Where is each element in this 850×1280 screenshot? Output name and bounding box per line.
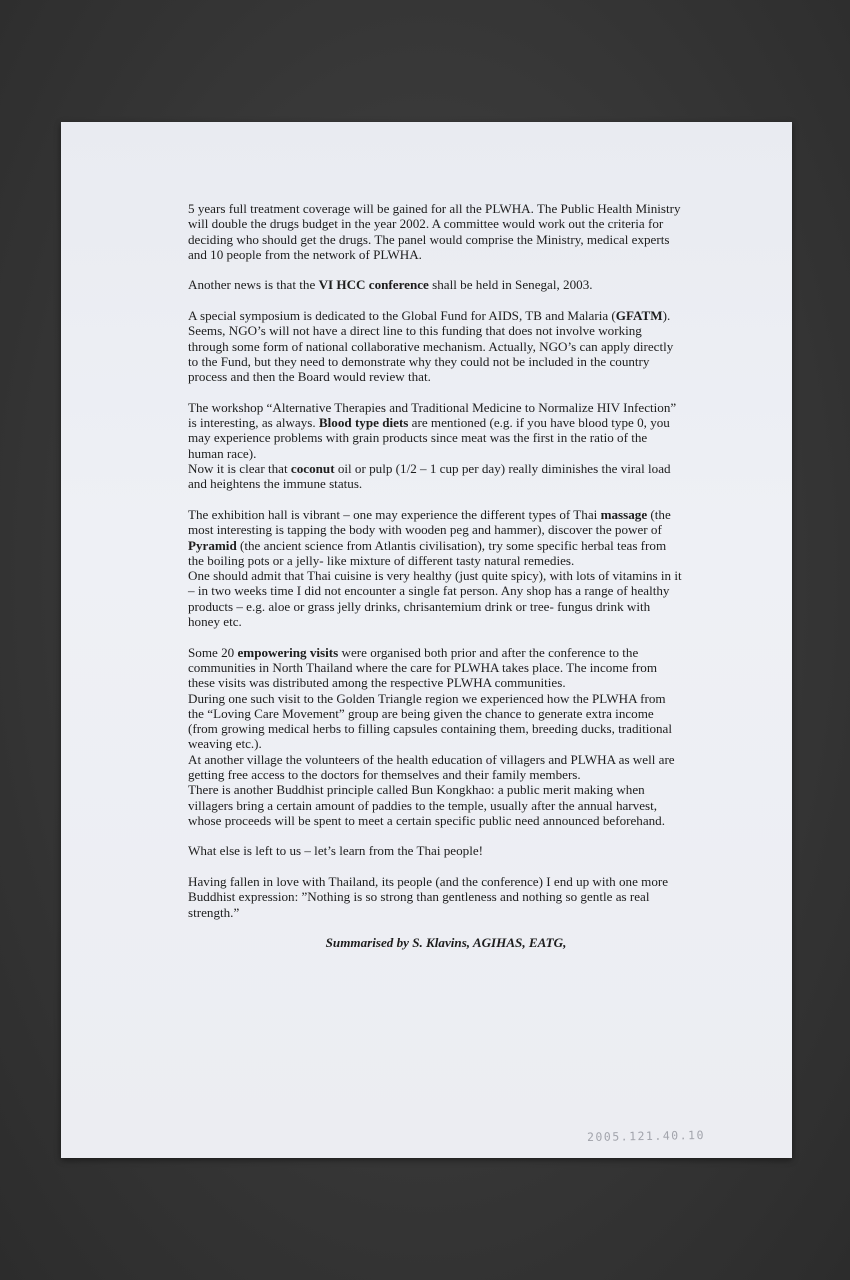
text-line xyxy=(188,645,698,660)
text-line: During one such visit to the Golden Triangle region we experienced how the PLWHA from xyxy=(188,690,666,706)
text-line: the boiling pots or a jelly- like mixture of different tasty natural remedies. xyxy=(188,552,575,568)
signature-line: Summarised by S. Klavins, AGIHAS, EATG, xyxy=(325,935,567,951)
paper-sheet xyxy=(61,122,792,1158)
bold-term: VI HCC conference xyxy=(318,277,429,293)
text-line: and 10 people from the network of PLWHA. xyxy=(188,246,422,262)
bold-term: Blood type diets xyxy=(318,415,409,431)
text-line: 5 years full treatment coverage will be gained for all the PLWHA. The Public Health Ministry xyxy=(188,201,681,216)
text-line: may experience problems with grain products since meat was the first in the ratio of the xyxy=(188,430,648,446)
text-line: Buddhist expression: ”Nothing is so strong than gentleness and nothing so gentle as real xyxy=(188,889,650,905)
bold-term: Pyramid xyxy=(188,537,237,553)
text-line: The workshop “Alternative Therapies and Traditional Medicine to Normalize HIV Infection” xyxy=(188,399,677,415)
text-line: Seems, NGO’s will not have a direct line to this funding that does not involve working xyxy=(188,323,642,339)
text-line: and heightens the immune status. xyxy=(188,476,363,492)
text-line xyxy=(188,507,698,522)
text-line: getting free access to the doctors for themselves and their family members. xyxy=(188,766,581,782)
paragraph xyxy=(188,843,698,858)
paragraph xyxy=(188,201,698,262)
text-run: is interesting, as always. xyxy=(188,415,319,431)
text-line: villagers bring a certain amount of paddies to the temple, usually after the annual harvest, xyxy=(188,797,658,813)
text-line xyxy=(188,415,698,430)
paragraph xyxy=(188,400,698,492)
text-line xyxy=(188,308,698,323)
text-run: shall be held in Senegal, 2003. xyxy=(428,277,593,293)
text-line: these visits was distributed among the respective PLWHA communities. xyxy=(188,675,566,691)
text-line: deciding who should get the drugs. The panel would comprise the Ministry, medical experts xyxy=(188,231,670,247)
text-line xyxy=(188,538,698,553)
text-line: the “Loving Care Movement” group are being given the chance to generate extra income xyxy=(188,705,654,721)
paragraph xyxy=(188,308,698,384)
bold-term: GFATM xyxy=(615,308,663,324)
text-line: – in two weeks time I did not encounter a single fat person. Any shop has a range of healthy xyxy=(188,583,670,599)
document-body xyxy=(188,201,698,951)
text-run: (the ancient science from Atlantis civilisation), try some specific herbal teas from xyxy=(236,537,667,553)
text-line: human race). xyxy=(188,445,257,461)
text-run: A special symposium is dedicated to the Global Fund for AIDS, TB and Malaria ( xyxy=(188,308,616,324)
text-run: Some 20 xyxy=(188,644,238,660)
paragraph xyxy=(188,507,698,629)
text-line: through some form of national collaborative mechanism. Actually, NGO’s can apply directly xyxy=(188,338,674,354)
text-line: communities in North Thailand where the care for PLWHA takes place. The income from xyxy=(188,659,658,675)
text-line: weaving etc.). xyxy=(188,736,262,752)
paragraph-list xyxy=(188,201,698,920)
text-line: whose proceeds will be spent to meet a certain specific public need announced beforehand. xyxy=(188,812,666,828)
text-run: ). xyxy=(662,308,671,324)
paragraph xyxy=(188,277,698,292)
text-run: The exhibition hall is vibrant – one may experience the different types of Thai xyxy=(188,506,601,522)
paragraph xyxy=(188,645,698,829)
text-line xyxy=(188,461,698,476)
text-line: will double the drugs budget in the year 2002. A committee would work out the criteria for xyxy=(188,216,664,232)
text-line: most interesting is tapping the body with wooden peg and hammer), discover the power of xyxy=(188,522,662,538)
text-run: Now it is clear that xyxy=(188,461,291,477)
catalogue-number-handwritten: 2005.121.40.10 xyxy=(586,1127,706,1145)
text-line: strength.” xyxy=(188,904,240,920)
text-run: are mentioned (e.g. if you have blood type 0, you xyxy=(408,415,670,431)
text-run: were organised both prior and after the conference to the xyxy=(338,644,639,660)
text-line: Having fallen in love with Thailand, its people (and the conference) I end up with one more xyxy=(188,874,669,890)
text-run: Another news is that the xyxy=(188,277,319,293)
text-line: There is another Buddhist principle called Bun Kongkhao: a public merit making when xyxy=(188,782,645,798)
bold-term: empowering visits xyxy=(237,644,339,660)
text-line: What else is left to us – let’s learn from the Thai people! xyxy=(188,843,484,859)
text-line: (from growing medical herbs to filling capsules containing them, breeding ducks, traditional xyxy=(188,721,672,737)
text-line: One should admit that Thai cuisine is very healthy (just quite spicy), with lots of vitamins in it xyxy=(188,568,682,584)
text-line: to the Fund, but they need to demonstrate why they could not be included in the country xyxy=(188,353,650,369)
paragraph xyxy=(188,874,698,920)
text-line: At another village the volunteers of the health education of villagers and PLWHA as well are xyxy=(188,751,675,767)
bold-term: coconut xyxy=(290,461,335,477)
text-line xyxy=(188,277,698,292)
text-line: process and then the Board would review that. xyxy=(188,369,431,385)
text-run: oil or pulp (1/2 – 1 cup per day) really diminishes the viral load xyxy=(334,461,671,477)
text-line: honey etc. xyxy=(188,614,242,630)
bold-term: massage xyxy=(600,506,648,522)
text-run: (the xyxy=(647,506,671,522)
text-line: products – e.g. aloe or grass jelly drinks, chrisantemium drink or tree- fungus drink with xyxy=(188,598,651,614)
